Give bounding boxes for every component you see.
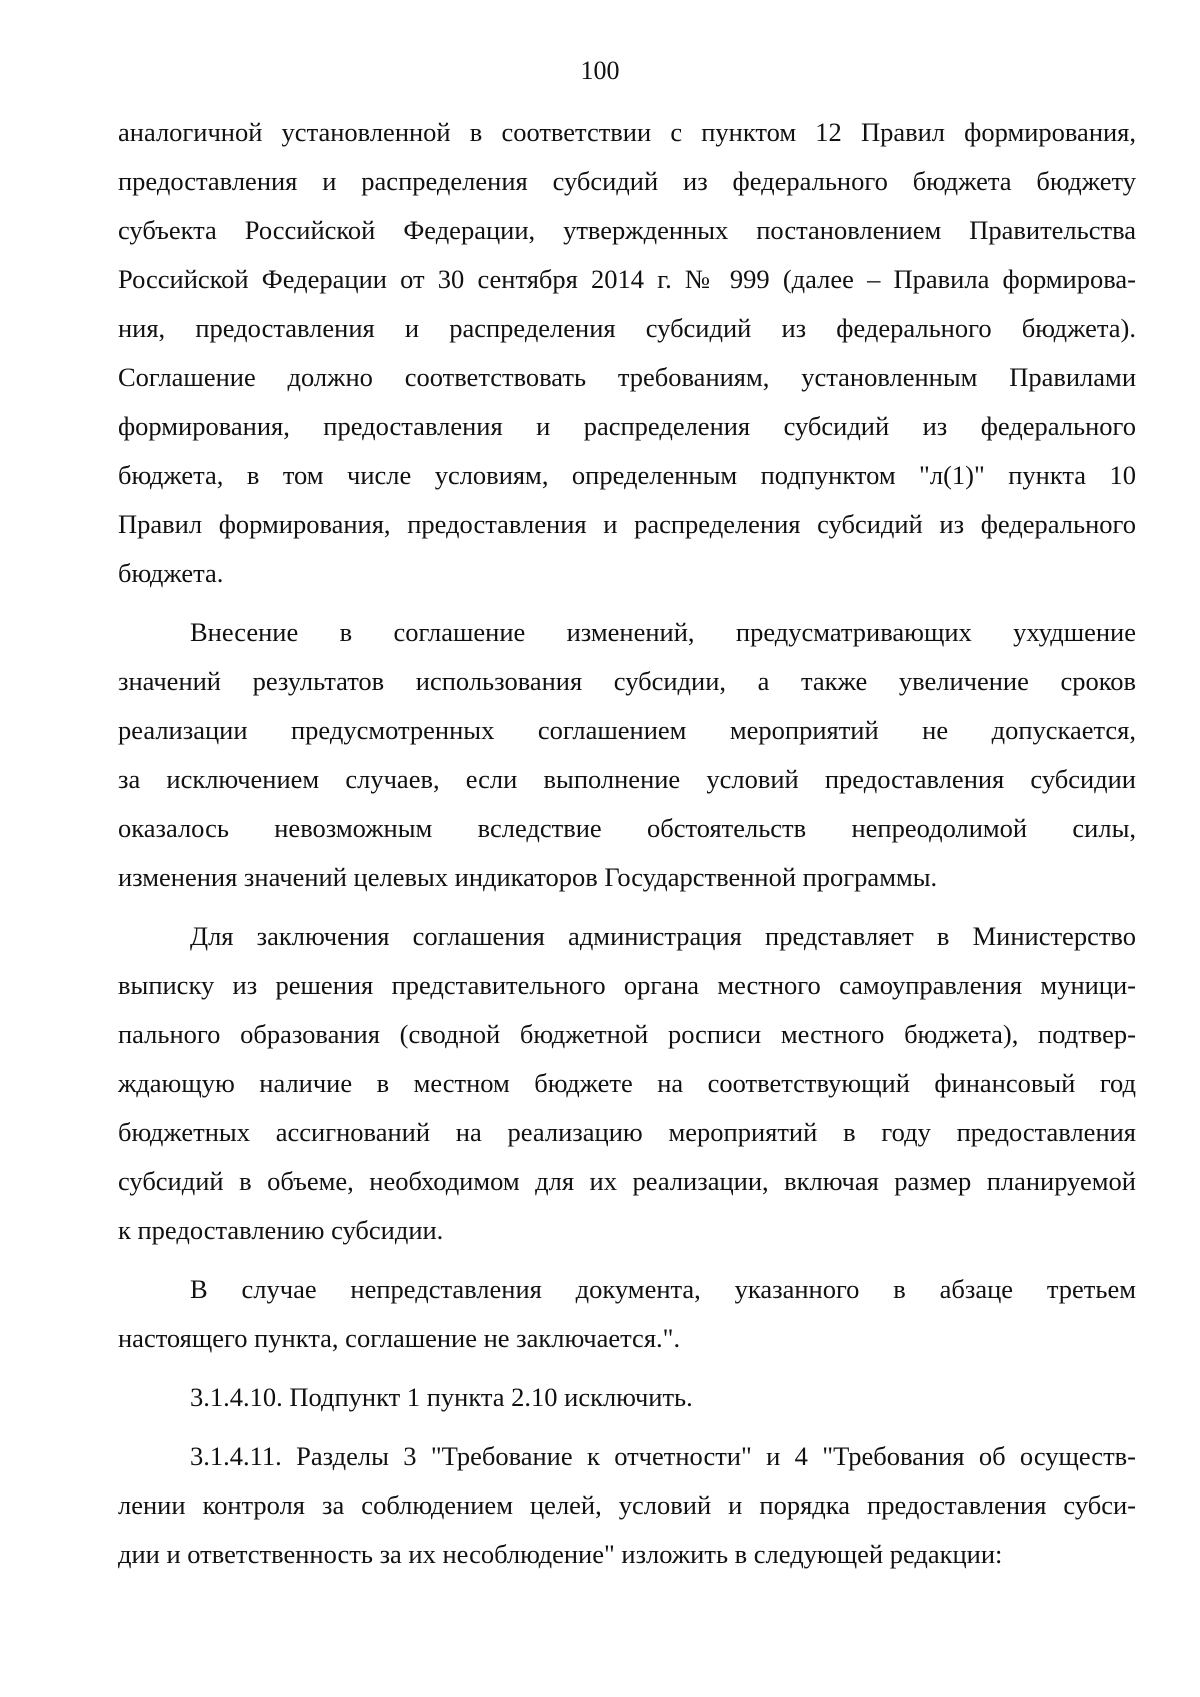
text-line: субсидий в объеме, необходимом для их реализации, включая размер планируемой — [118, 1166, 1136, 1196]
text-line: бюджета, в том числе условиям, определенным подпунктом "л(1)" пункта 10 — [118, 460, 1136, 490]
text-line: бюджетных ассигнований на реализацию мероприятий в году предоставления — [118, 1117, 1136, 1147]
text-line: реализации предусмотренных соглашением мероприятий не допускается, — [118, 715, 1136, 745]
text-line: субъекта Российской Федерации, утвержденных постановлением Правительства — [118, 215, 1136, 245]
paragraph-1 — [118, 108, 1136, 598]
text-line: формирования, предоставления и распределения субсидий из федерального — [118, 411, 1136, 441]
text-line: выписку из решения представительного органа местного самоуправления муници- — [118, 970, 1136, 1000]
paragraph-5 — [118, 1373, 1136, 1422]
text-line: ния, предоставления и распределения субсидий из федерального бюджета). — [118, 313, 1136, 343]
document-body — [118, 108, 1136, 1579]
text-line: аналогичной установленной в соответствии с пунктом 12 Правил формирования, — [118, 117, 1136, 147]
text-line: значений результатов использования субсидии, а также увеличение сроков — [118, 666, 1136, 696]
text-line: настоящего пункта, соглашение не заключается.". — [118, 1323, 681, 1353]
paragraph-2 — [118, 608, 1136, 902]
text-line: Соглашение должно соответствовать требованиям, установленным Правилами — [118, 362, 1136, 392]
text-line: Для заключения соглашения администрация представляет в Министерство — [190, 921, 1136, 951]
text-line: В случае непредставления документа, указанного в абзаце третьем — [190, 1274, 1136, 1304]
text-line: Правил формирования, предоставления и распределения субсидий из федерального — [118, 509, 1136, 539]
text-line: Российской Федерации от 30 сентября 2014 г. № 999 (далее – Правила формирова- — [118, 264, 1136, 294]
paragraph-6 — [118, 1432, 1136, 1579]
text-line: за исключением случаев, если выполнение условий предоставления субсидии — [118, 764, 1136, 794]
text-line: ждающую наличие в местном бюджете на соответствующий финансовый год — [118, 1068, 1136, 1098]
paragraph-4 — [118, 1265, 1136, 1363]
text-line: предоставления и распределения субсидий из федерального бюджета бюджету — [118, 166, 1136, 196]
text-line: 3.1.4.11. Разделы 3 "Требование к отчетности" и 4 "Требования об осуществ- — [190, 1441, 1136, 1471]
text-line: оказалось невозможным вследствие обстоятельств непреодолимой силы, — [118, 813, 1136, 843]
text-line: изменения значений целевых индикаторов Государственной программы. — [118, 862, 938, 892]
text-line: Внесение в соглашение изменений, предусматривающих ухудшение — [190, 617, 1136, 647]
text-line: пального образования (сводной бюджетной росписи местного бюджета), подтвер- — [118, 1019, 1136, 1049]
text-line: 3.1.4.10. Подпункт 1 пункта 2.10 исключить. — [190, 1382, 693, 1412]
text-line: лении контроля за соблюдением целей, условий и порядка предоставления субси- — [118, 1490, 1136, 1520]
text-line: к предоставлению субсидии. — [118, 1215, 444, 1245]
paragraph-3 — [118, 912, 1136, 1255]
text-line: дии и ответственность за их несоблюдение" изложить в следующей редакции: — [118, 1539, 1003, 1569]
text-line: бюджета. — [118, 558, 224, 588]
page-number: 100 — [580, 56, 620, 85]
